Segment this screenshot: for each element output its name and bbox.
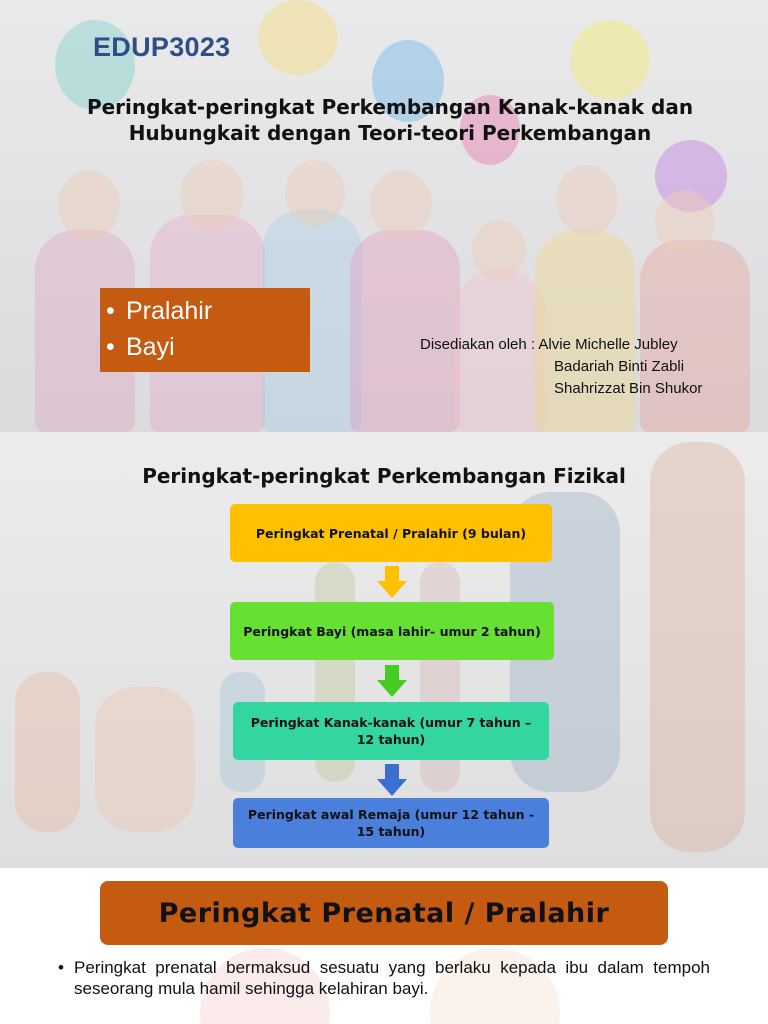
stage-childhood: [233, 702, 549, 760]
stage-label: Peringkat Kanak-kanak (umur 7 tahun – 12 tahun): [250, 715, 532, 747]
down-arrow-icon: [377, 764, 407, 796]
topic-label: Pralahir: [126, 297, 213, 325]
definition-paragraph: [58, 957, 710, 999]
stage-infant: [230, 602, 554, 660]
author-name: Shahrizzat Bin Shukor: [554, 380, 703, 397]
bullet-icon: •: [58, 958, 64, 977]
section-banner: [100, 881, 668, 945]
baby-figure: [15, 672, 80, 832]
down-arrow-icon: [377, 665, 407, 697]
prenatal-slide: [0, 868, 768, 1024]
topic-label: Bayi: [126, 333, 175, 361]
topic-item: [106, 293, 310, 329]
stage-prenatal: [230, 504, 552, 562]
bullet-icon: •: [106, 333, 115, 361]
physical-development-slide: [0, 432, 768, 868]
prepared-by: [420, 334, 702, 400]
author-name: Badariah Binti Zabli: [554, 358, 685, 375]
stage-label: Peringkat awal Remaja (umur 12 tahun - 15 tahun): [247, 807, 535, 839]
prepared-label: Disediakan oleh :: [420, 336, 536, 353]
topic-list: [100, 288, 310, 372]
slide-title: Peringkat-peringkat Perkembangan Fizikal: [142, 464, 626, 488]
author-name: Alvie Michelle Jubley: [538, 336, 678, 353]
slide-title: Peringkat-peringkat Perkembangan Kanak-kanak dan Hubungkait dengan Teori-teori Perkembangan: [86, 95, 694, 145]
stage-label: Peringkat Prenatal / Pralahir (9 bulan): [255, 525, 527, 541]
baby-figure: [95, 687, 195, 832]
stage-label: Peringkat Bayi (masa lahir- umur 2 tahun): [243, 623, 541, 639]
down-arrow-icon: [377, 566, 407, 598]
title-slide: [0, 0, 768, 432]
stage-early-adolescence: [233, 798, 549, 848]
topic-item: [106, 329, 310, 365]
paragraph-text: Peringkat prenatal bermaksud sesuatu yang berlaku kepada ibu dalam tempoh seseorang mula hamil sehingga kelahiran bayi.: [74, 958, 710, 998]
bullet-icon: •: [106, 297, 115, 325]
banner-title: Peringkat Prenatal / Pralahir: [158, 897, 610, 929]
course-code: EDUP3023: [93, 32, 231, 62]
prepared-row: [420, 334, 702, 356]
child-figure: [650, 442, 745, 852]
